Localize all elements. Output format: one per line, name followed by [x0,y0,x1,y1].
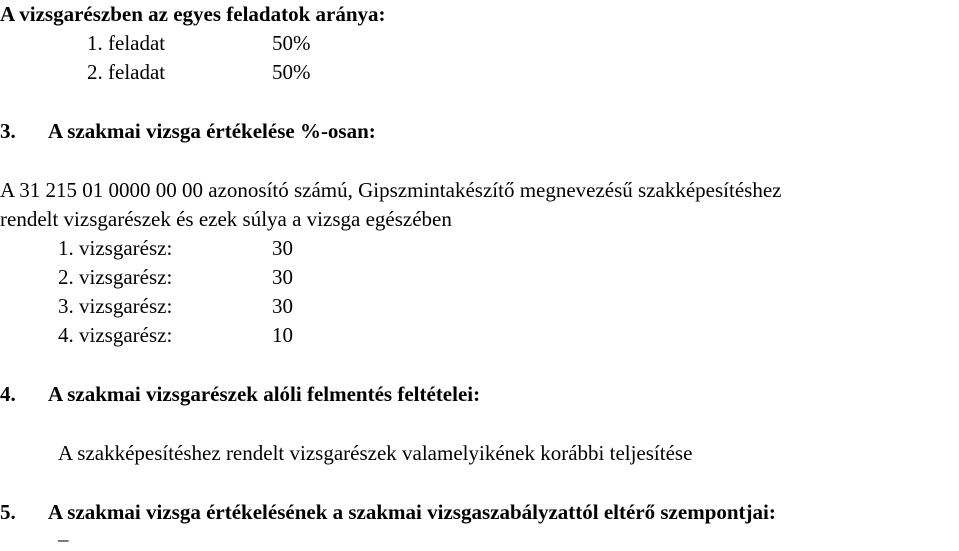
part-3-value: 30 [272,294,293,318]
task-2-value: 50% [272,60,311,84]
part-2-value: 30 [272,265,293,289]
part-2-label: 2. vizsgarész: [58,265,173,289]
section5-number: 5. [0,500,16,524]
section2-heading: A vizsgarészben az egyes feladatok aránya: [0,2,386,26]
part-1-label: 1. vizsgarész: [58,236,173,260]
section3-heading: A szakmai vizsga értékelése %-osan: [48,119,376,143]
task-1-label: 1. feladat [87,31,166,55]
section4-heading: A szakmai vizsgarészek alóli felmentés feltételei: [48,382,481,406]
part-1-value: 30 [272,236,293,260]
part-3-label: 3. vizsgarész: [58,294,173,318]
task-1-value: 50% [272,31,311,55]
section3-paragraph-line1: A 31 215 01 0000 00 00 azonosító számú, Gipszmintakészítő megnevezésű szakképesítéshez [0,178,782,202]
section4-number: 4. [0,382,16,406]
part-4-value: 10 [272,323,293,347]
section5-text: – [58,527,69,551]
section3-number: 3. [0,119,16,143]
section3-paragraph-line2: rendelt vizsgarészek és ezek súlya a vizsga egészében [0,207,452,231]
task-2-label: 2. feladat [87,60,166,84]
part-4-label: 4. vizsgarész: [58,323,173,347]
section5-heading: A szakmai vizsga értékelésének a szakmai vizsgaszabályzattól eltérő szempontjai: [48,500,776,524]
section4-text: A szakképesítéshez rendelt vizsgarészek valamelyikének korábbi teljesítése [58,441,693,465]
